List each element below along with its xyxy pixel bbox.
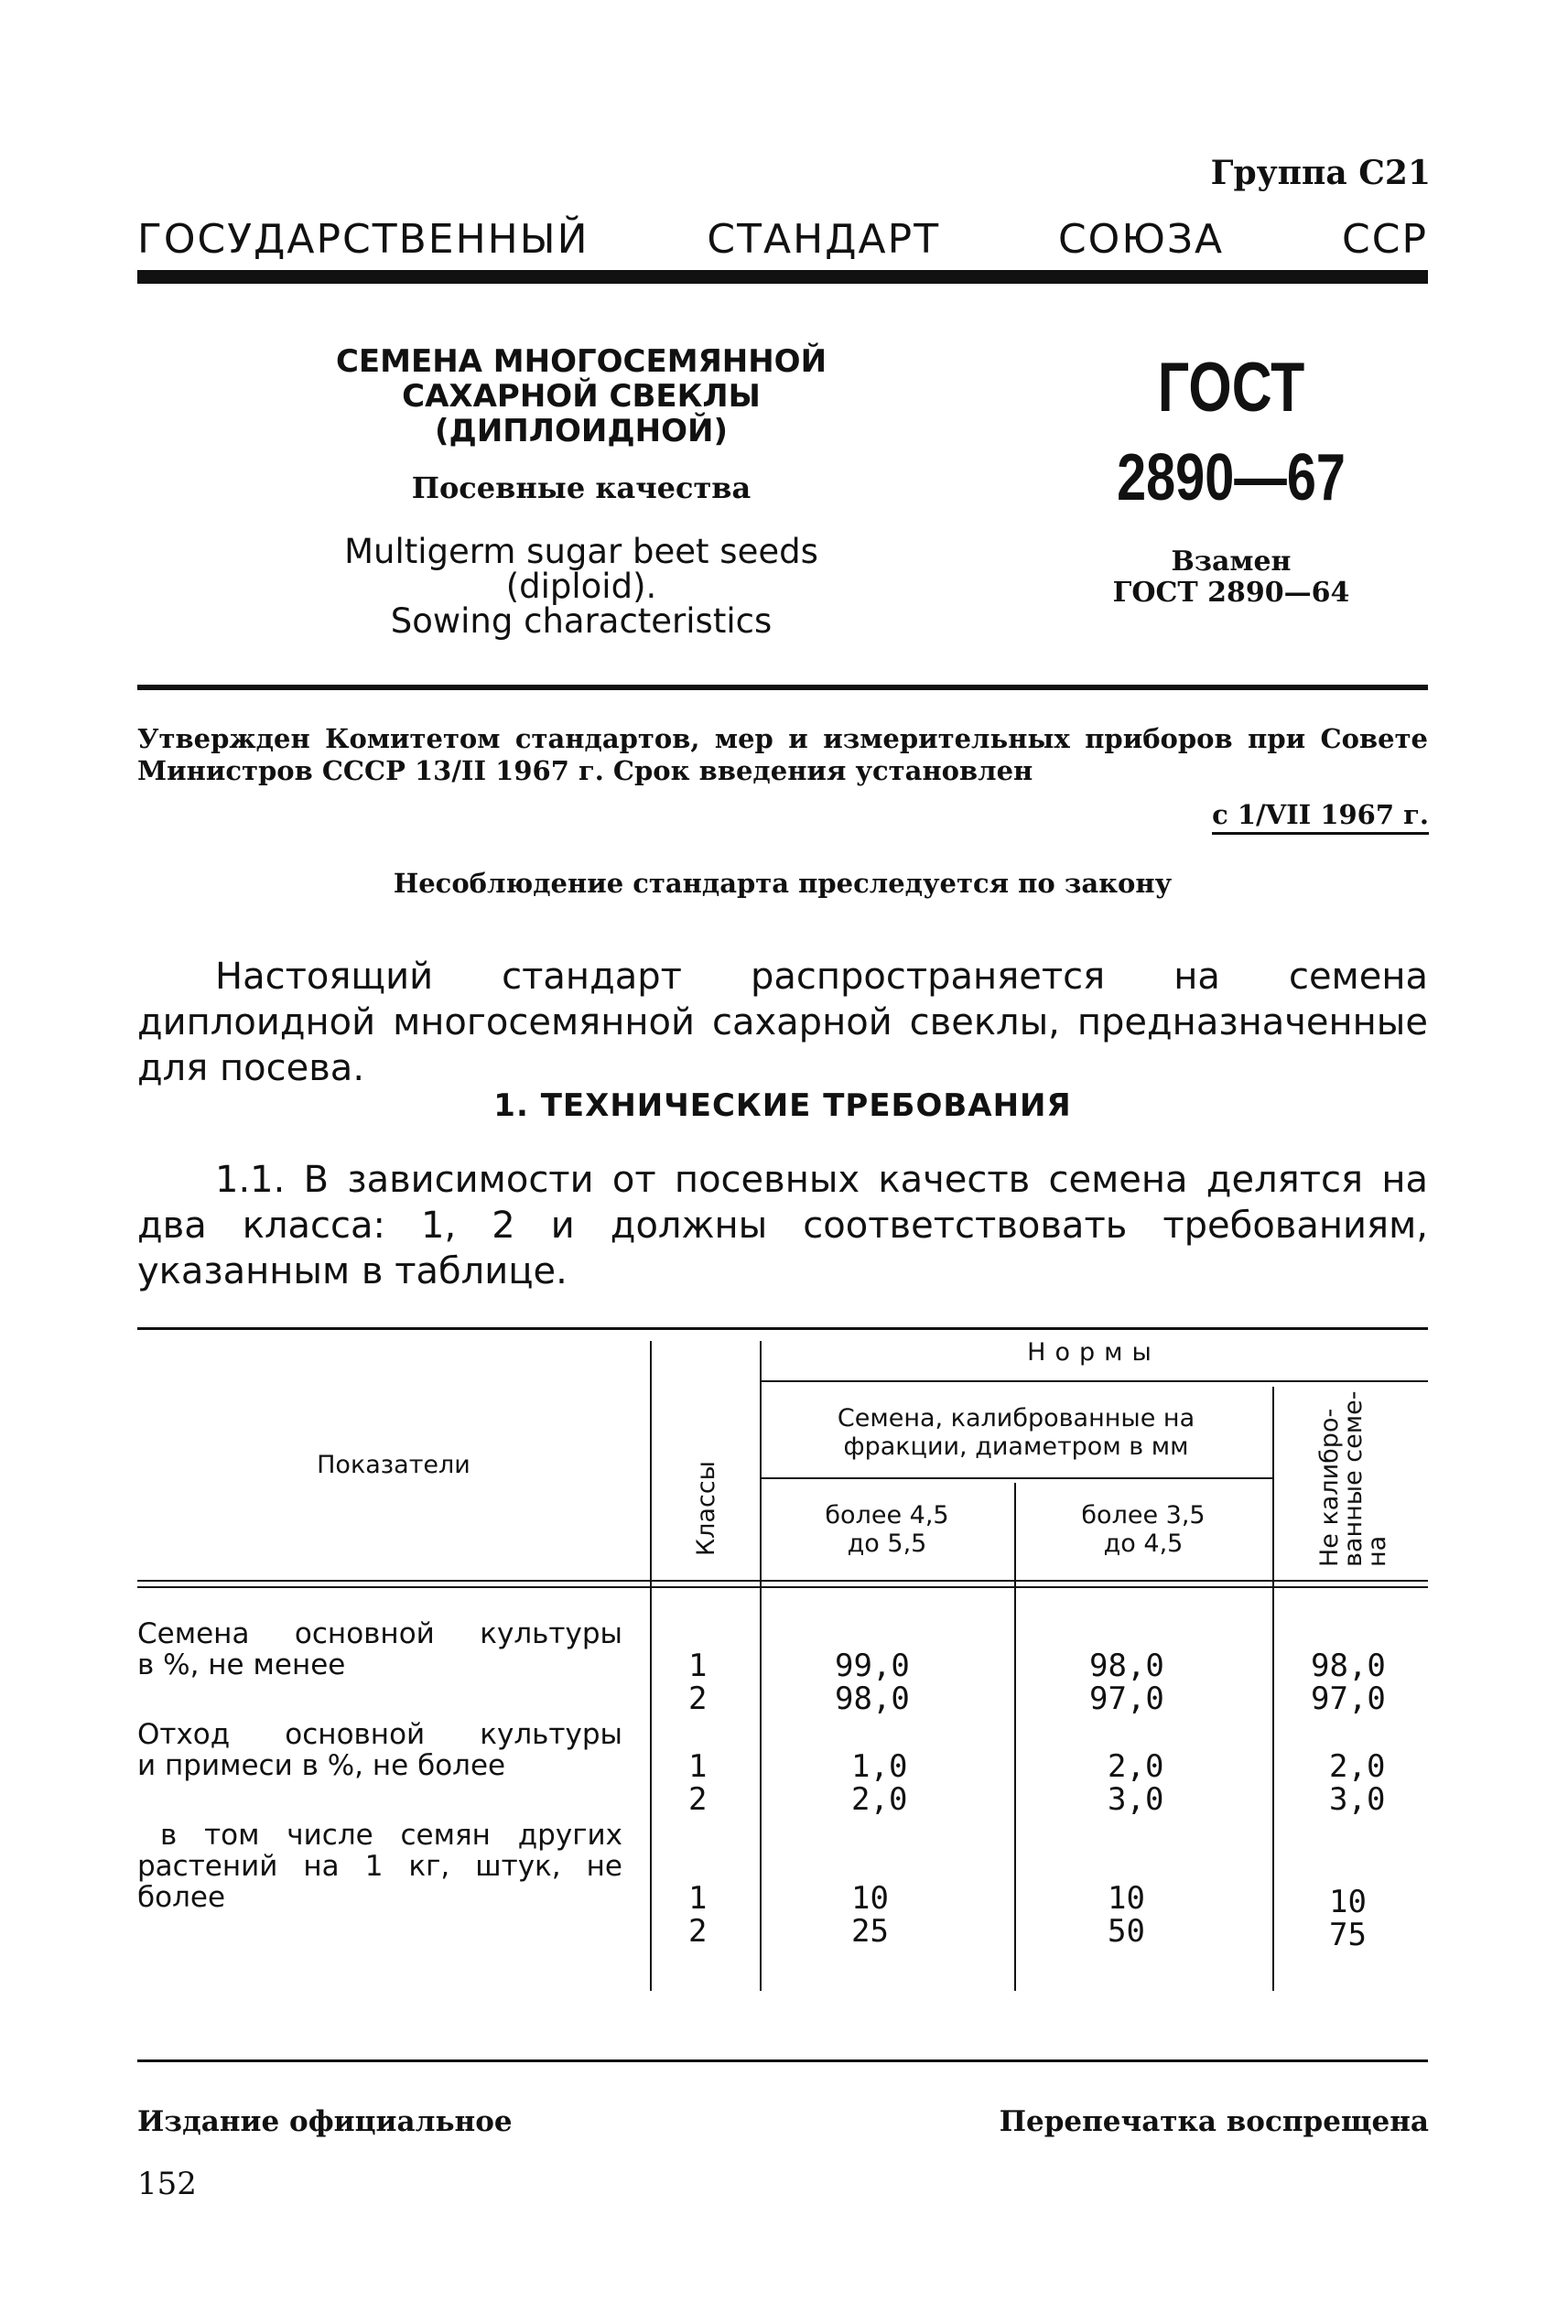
cell-value: 98,0: [1311, 1648, 1386, 1684]
label-line: и примеси в %, не более: [137, 1749, 506, 1782]
cell-value: 50: [1108, 1913, 1145, 1950]
label-line: в том числе семян других: [160, 1819, 622, 1852]
table-cell-class: [688, 1882, 707, 1948]
section-heading: 1. ТЕХНИЧЕСКИЕ ТРЕБОВАНИЯ: [493, 1087, 1072, 1124]
approval-line-2: Министров СССР 13/II 1967 г. Срок введения установлен: [137, 755, 1033, 786]
gost-number: 2890—67: [1117, 441, 1346, 514]
col-header-fraction-2: [1014, 1501, 1272, 1558]
table-cell-uncalibrated: [1311, 1649, 1386, 1715]
table-cell-fraction-2: [1108, 1882, 1145, 1948]
footer-reprint-prohibited: Перепечатка воспрещена: [999, 2105, 1429, 2138]
page-number: 152: [137, 2166, 197, 2202]
cell-value: 3,0: [1108, 1781, 1164, 1818]
header-line: на: [1363, 1535, 1391, 1567]
table-cell-fraction-1: [851, 1750, 907, 1816]
cell-value: 97,0: [1089, 1681, 1164, 1717]
group-label: Группа С21: [1210, 154, 1431, 192]
english-title-line: Multigerm sugar beet seeds (diploid).: [344, 532, 818, 606]
header-line: Не калибро-: [1315, 1408, 1344, 1567]
table-cell-fraction-1: [851, 1882, 889, 1948]
cell-value: 10: [1329, 1884, 1367, 1920]
title-line: САХАРНОЙ СВЕКЛЫ: [402, 378, 761, 415]
header-line: фракции, диаметром в мм: [843, 1432, 1189, 1461]
effective-date: с 1/VII 1967 г.: [1212, 799, 1429, 835]
cell-value: 2,0: [1108, 1748, 1164, 1785]
table-row-label: [137, 1819, 622, 1914]
gost-word: ГОСТ: [1157, 349, 1305, 427]
table-cell-fraction-2: [1089, 1649, 1164, 1715]
label-line: Семена основной культуры: [137, 1617, 622, 1650]
table-row-label: [137, 1719, 622, 1781]
cell-value: 2,0: [1329, 1748, 1386, 1785]
table-cell-class: [688, 1750, 707, 1816]
table-cell-uncalibrated: [1329, 1886, 1367, 1951]
header-line: до 4,5: [1103, 1530, 1184, 1558]
table-row-label: [137, 1618, 622, 1681]
class-value: 1: [688, 1880, 708, 1917]
section-paragraph: 1.1. В зависимости от посевных качеств семена делятся на два класса: 1, 2 и должны соответствовать требованиям, указанным в таблице.: [137, 1159, 1428, 1292]
legal-note: Несоблюдение стандарта преследуется по закону: [393, 868, 1173, 899]
label-line: растений на 1 кг, штук, не: [137, 1850, 622, 1883]
cell-value: 98,0: [1089, 1648, 1164, 1684]
table-cell-class: [688, 1649, 707, 1715]
title-line: СЕМЕНА МНОГОСЕМЯННОЙ: [335, 343, 827, 380]
replaces-value: ГОСТ 2890—64: [1112, 577, 1350, 609]
class-value: 1: [688, 1648, 708, 1684]
header-line: до 5,5: [847, 1530, 927, 1558]
col-header-norms: Нормы: [1027, 1338, 1161, 1367]
document-subtitle: Посевные качества: [411, 470, 752, 505]
table-cell-fraction-2: [1108, 1750, 1163, 1816]
label-line: Отход основной культуры: [137, 1718, 622, 1751]
english-title-line: Sowing characteristics: [390, 601, 773, 641]
col-header-classes: Классы: [692, 1461, 720, 1556]
cell-value: 2,0: [851, 1781, 908, 1818]
cell-value: 98,0: [835, 1681, 910, 1717]
header-bottom-rule-2: [137, 1586, 1428, 1588]
approval-line-1: Утвержден Комитетом стандартов, мер и измерительных приборов при Совете: [137, 723, 1428, 754]
table-top-rule: [137, 1327, 1428, 1330]
cell-value: 25: [851, 1913, 889, 1950]
footer-official-edition: Издание официальное: [137, 2105, 513, 2138]
col-header-calibrated: [760, 1404, 1272, 1461]
calibrated-rule: [760, 1477, 1272, 1479]
header-bottom-rule-1: [137, 1580, 1428, 1582]
cell-value: 75: [1329, 1917, 1367, 1953]
header-line: более 4,5: [825, 1501, 949, 1530]
header-line: более 3,5: [1081, 1501, 1206, 1530]
title-line: (ДИПЛОИДНОЙ): [435, 413, 728, 449]
class-value: 2: [688, 1913, 708, 1950]
header-line: Семена, калиброванные на: [837, 1404, 1195, 1432]
cell-value: 10: [851, 1880, 889, 1917]
norms-rule: [760, 1380, 1428, 1382]
class-value: 1: [688, 1748, 708, 1785]
col-header-uncalibrated: [1315, 1390, 1391, 1567]
cell-value: 1,0: [851, 1748, 908, 1785]
cell-value: 99,0: [835, 1648, 910, 1684]
col-divider: [1272, 1387, 1274, 1991]
col-divider: [650, 1341, 652, 1991]
col-header-fraction-1: [760, 1501, 1014, 1558]
class-value: 2: [688, 1781, 708, 1818]
table-cell-uncalibrated: [1329, 1750, 1385, 1816]
cell-value: 97,0: [1311, 1681, 1386, 1717]
cell-value: 3,0: [1329, 1781, 1386, 1818]
cell-value: 10: [1108, 1880, 1145, 1917]
label-line: более: [137, 1881, 226, 1914]
footer-rule: [137, 2059, 1428, 2062]
replaces-label: Взамен: [1171, 546, 1292, 578]
header-line: ванные семе-: [1339, 1390, 1368, 1567]
label-line: в %, не менее: [137, 1648, 346, 1681]
col-divider: [1014, 1483, 1016, 1991]
intro-paragraph: Настоящий стандарт распространяется на семена диплоидной многосемянной сахарной свеклы, предназначенные для посева.: [137, 956, 1428, 1089]
header-title: ГОСУДАРСТВЕННЫЙ СТАНДАРТ СОЮЗА ССР: [137, 216, 1428, 263]
col-header-indicator: Показатели: [317, 1451, 470, 1479]
table-cell-fraction-1: [835, 1649, 910, 1715]
class-value: 2: [688, 1681, 708, 1717]
